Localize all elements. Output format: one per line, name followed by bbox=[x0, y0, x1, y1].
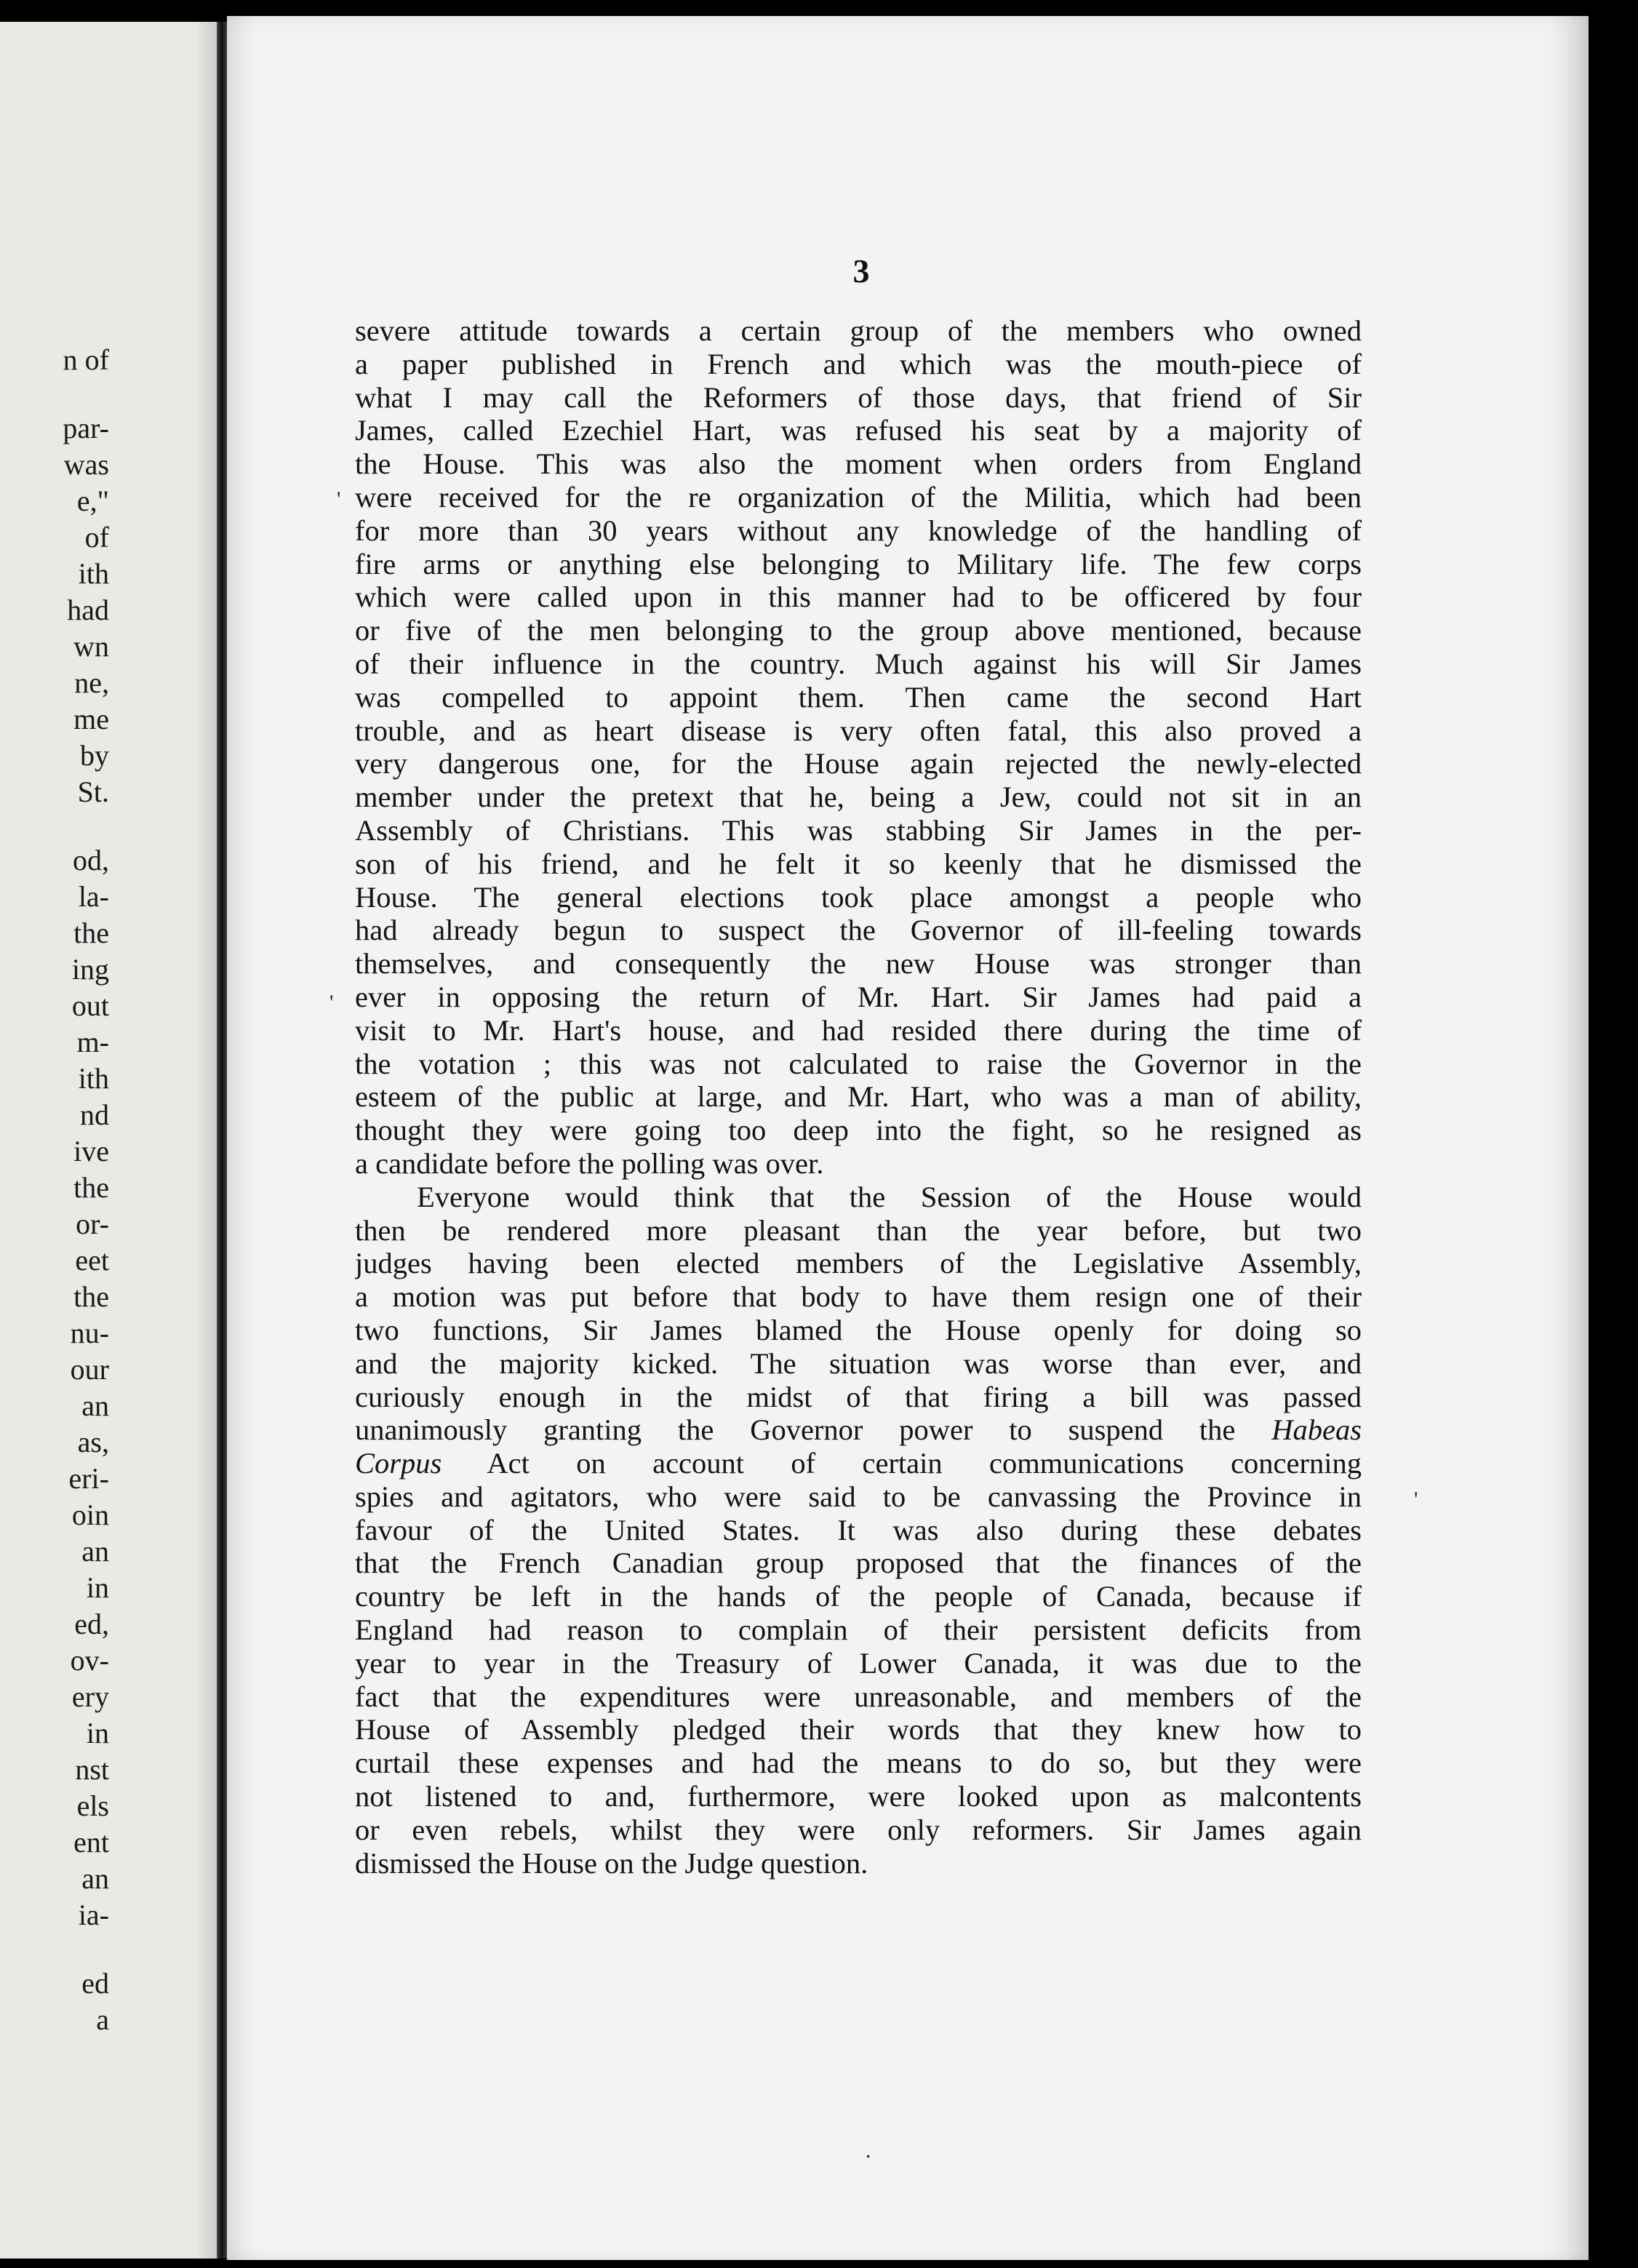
fragment-line: n of bbox=[63, 343, 109, 376]
text-line: the House. This was also the moment when orders from England bbox=[355, 447, 1362, 481]
text-line: which were called upon in this manner had to be officered by four bbox=[355, 580, 1362, 614]
fragment-line: m- bbox=[76, 1026, 109, 1058]
fragment-line: our bbox=[70, 1353, 109, 1386]
text-line: or even rebels, whilst they were only reformers. Sir James again bbox=[355, 1813, 1362, 1846]
text-line: curtail these expenses and had the means to do so, but they were bbox=[355, 1746, 1362, 1780]
fragment-line: as, bbox=[77, 1426, 109, 1458]
fragment-line: St. bbox=[77, 775, 109, 808]
fragment-line: an bbox=[81, 1535, 109, 1568]
text-line: of their influence in the country. Much against his will Sir James bbox=[355, 647, 1362, 680]
text-line: curiously enough in the midst of that firing a bill was passed bbox=[355, 1380, 1362, 1413]
fragment-line: an bbox=[81, 1389, 109, 1422]
text-line: unanimously granting the Governor power to suspend the Habeas bbox=[355, 1413, 1362, 1447]
italic-term: Habeas bbox=[1271, 1413, 1362, 1447]
fragment-line: ing bbox=[71, 953, 109, 986]
text-line: Assembly of Christians. This was stabbing Sir James in the per- bbox=[355, 813, 1362, 847]
italic-term: Corpus bbox=[355, 1447, 442, 1480]
text-line: James, called Ezechiel Hart, was refused his seat by a majority of bbox=[355, 414, 1362, 447]
fragment-line: ed, bbox=[74, 1608, 109, 1640]
fragment-line: ent bbox=[73, 1826, 109, 1858]
text-line: then be rendered more pleasant than the year before, but two bbox=[355, 1213, 1362, 1247]
text-line: judges having been elected members of the Legislative Assembly, bbox=[355, 1247, 1362, 1280]
text-line: House. The general elections took place amongst a people who bbox=[355, 880, 1362, 914]
fragment-line: eet bbox=[75, 1244, 109, 1277]
text-line: two functions, Sir James blamed the House openly for doing so bbox=[355, 1313, 1362, 1346]
previous-page-line-fragments bbox=[0, 342, 109, 2038]
fragment-line: ive bbox=[73, 1135, 109, 1167]
text-line: or five of the men belonging to the group above mentioned, because bbox=[355, 614, 1362, 647]
fragment-line: ed bbox=[81, 1967, 109, 2000]
text-line: member under the pretext that he, being a Jew, could not sit in an bbox=[355, 780, 1362, 814]
ink-speck: ' bbox=[329, 991, 334, 1015]
text-line: spies and agitators, who were said to be canvassing the Province in bbox=[355, 1480, 1362, 1513]
fragment-line: ne, bbox=[74, 666, 109, 699]
text-line: were received for the re organization of the Militia, which had been bbox=[355, 480, 1362, 514]
text-line: not listened to and, furthermore, were looked upon as malcontents bbox=[355, 1780, 1362, 1813]
fragment-line: the bbox=[73, 1171, 109, 1204]
fragment-line bbox=[0, 810, 109, 842]
text-line: for more than 30 years without any knowledge of the handling of bbox=[355, 514, 1362, 547]
text-line: that the French Canadian group proposed that the finances of the bbox=[355, 1546, 1362, 1580]
text-line: very dangerous one, for the House again rejected the newly-elected bbox=[355, 747, 1362, 780]
text-line: Corpus Act on account of certain communications concerning bbox=[355, 1447, 1362, 1480]
text-line: House of Assembly pledged their words that they knew how to bbox=[355, 1713, 1362, 1746]
fragment-line: out bbox=[71, 989, 109, 1022]
fragment-line: els bbox=[76, 1789, 109, 1822]
fragment-line: od, bbox=[73, 844, 109, 877]
fragment-line: la- bbox=[78, 880, 109, 913]
text-line: what I may call the Reformers of those days, that friend of Sir bbox=[355, 380, 1362, 414]
fragment-line: oin bbox=[71, 1498, 109, 1531]
text-line: son of his friend, and he felt it so keenly that he dismissed the bbox=[355, 847, 1362, 880]
fragment-line: the bbox=[73, 917, 109, 949]
text-line: had already begun to suspect the Governor of ill-feeling towards bbox=[355, 914, 1362, 947]
fragment-line: in bbox=[86, 1717, 109, 1749]
text-line: trouble, and as heart disease is very often fatal, this also proved a bbox=[355, 714, 1362, 747]
fragment-line: ith bbox=[78, 557, 109, 590]
fragment-line: by bbox=[80, 739, 109, 772]
fragment-line: of bbox=[84, 521, 109, 554]
fragment-line: nu- bbox=[70, 1317, 109, 1349]
fragment-line: or- bbox=[76, 1207, 109, 1240]
ink-speck: ' bbox=[1414, 1488, 1418, 1512]
text-line: themselves, and consequently the new House was stronger than bbox=[355, 947, 1362, 981]
fragment-line: the bbox=[73, 1280, 109, 1313]
text-line: visit to Mr. Hart's house, and had resided there during the time of bbox=[355, 1013, 1362, 1047]
fragment-line bbox=[0, 378, 109, 410]
text-line: year to year in the Treasury of Lower Canada, it was due to the bbox=[355, 1646, 1362, 1680]
fragment-line: an bbox=[81, 1862, 109, 1895]
text-line: favour of the United States. It was also during these debates bbox=[355, 1513, 1362, 1546]
text-line: severe attitude towards a certain group of the members who owned bbox=[355, 314, 1362, 347]
fragment-line: wn bbox=[73, 630, 109, 663]
text-line: England had reason to complain of their persistent deficits from bbox=[355, 1613, 1362, 1647]
page-number: 3 bbox=[852, 252, 870, 290]
text-line: a motion was put before that body to have them resign one of their bbox=[355, 1280, 1362, 1314]
fragment-line: in bbox=[86, 1571, 109, 1604]
scan-border bbox=[1589, 0, 1638, 2268]
text-line: dismissed the House on the Judge question. bbox=[355, 1846, 868, 1880]
text-line: fire arms or anything else belonging to Military life. The few corps bbox=[355, 547, 1362, 580]
fragment-line: ith bbox=[78, 1062, 109, 1095]
text-line: the votation ; this was not calculated to raise the Governor in the bbox=[355, 1047, 1362, 1080]
fragment-line: nst bbox=[75, 1753, 109, 1786]
text-line: fact that the expenditures were unreasonable, and members of the bbox=[355, 1680, 1362, 1713]
book-spine-fold bbox=[217, 22, 227, 2259]
text-line: thought they were going too deep into the fight, so he resigned as bbox=[355, 1114, 1362, 1147]
text-line: country be left in the hands of the people of Canada, because if bbox=[355, 1580, 1362, 1613]
previous-page-edge bbox=[0, 22, 227, 2259]
fragment-line bbox=[0, 1933, 109, 1965]
text-line: a candidate before the polling was over. bbox=[355, 1146, 824, 1180]
text-line: a paper published in French and which was the mouth-piece of bbox=[355, 347, 1362, 380]
text-line: ever in opposing the return of Mr. Hart. Sir James had paid a bbox=[355, 980, 1362, 1013]
text-line: Everyone would think that the Session of the House would bbox=[417, 1180, 1362, 1213]
fragment-line: nd bbox=[80, 1098, 109, 1131]
fragment-line: ov- bbox=[70, 1644, 109, 1677]
fragment-line: e," bbox=[76, 484, 109, 517]
fragment-line: a bbox=[96, 2003, 109, 2036]
fragment-line: eri- bbox=[68, 1462, 109, 1495]
fragment-line: me bbox=[73, 703, 109, 735]
text-line: esteem of the public at large, and Mr. Hart, who was a man of ability, bbox=[355, 1080, 1362, 1114]
ink-speck: ' bbox=[337, 487, 341, 511]
text-line: and the majority kicked. The situation was worse than ever, and bbox=[355, 1346, 1362, 1380]
text-line: was compelled to appoint them. Then came the second Hart bbox=[355, 680, 1362, 714]
body-text bbox=[355, 314, 1362, 1880]
fragment-line: ery bbox=[71, 1680, 109, 1713]
fragment-line: had bbox=[67, 594, 109, 626]
fragment-line: ia- bbox=[78, 1898, 109, 1931]
fragment-line: was bbox=[63, 448, 109, 481]
fragment-line: par- bbox=[63, 412, 109, 444]
ink-speck: . bbox=[866, 2139, 871, 2163]
